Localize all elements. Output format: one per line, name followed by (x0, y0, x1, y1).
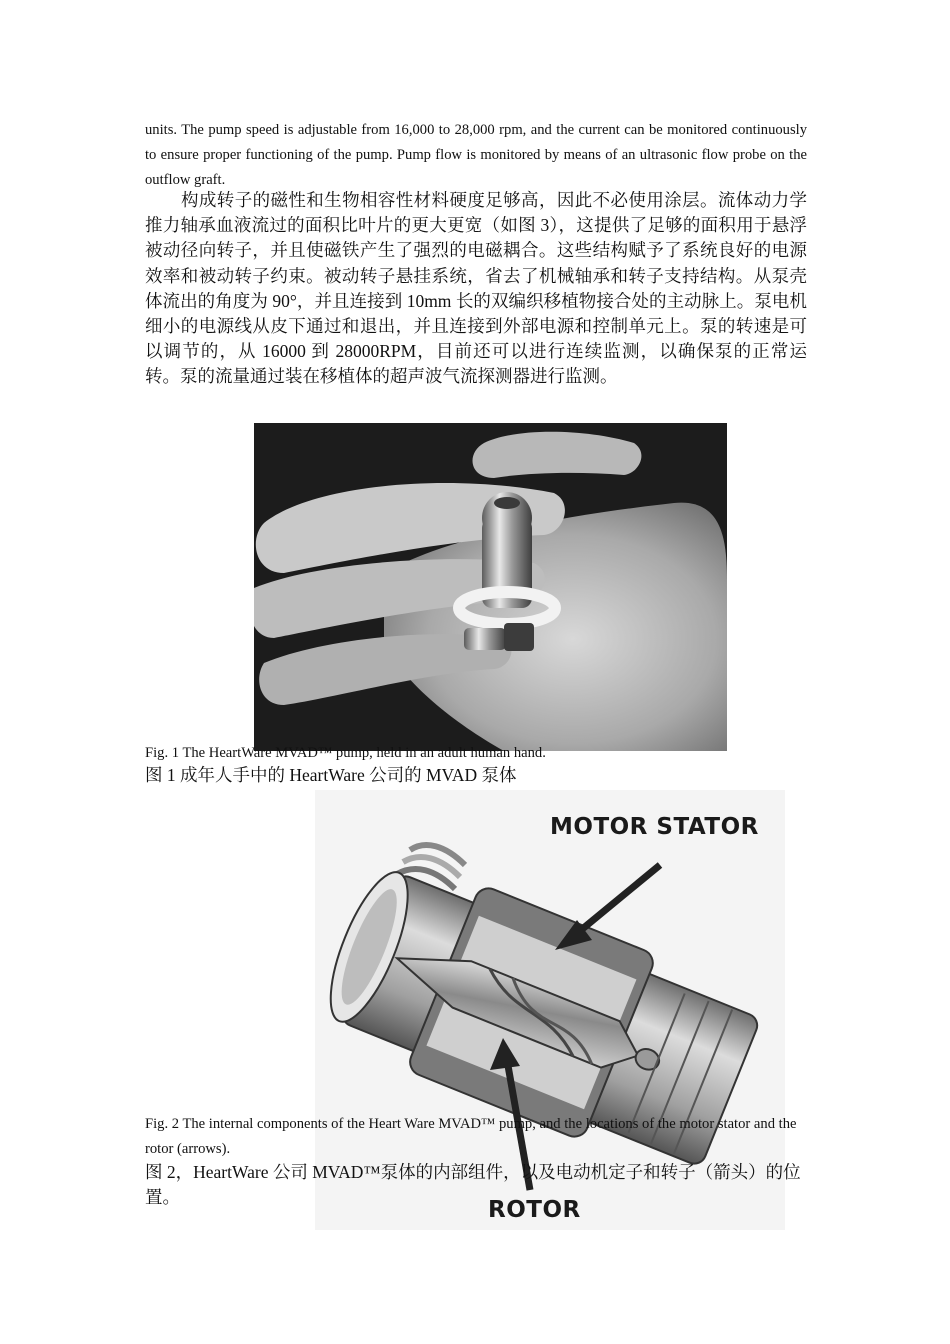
english-paragraph: units. The pump speed is adjustable from 16,000 to 28,000 rpm, and the current can be monitored continuously to ensure proper functioning of the pump. Pump flow is monitored by means of an ultrasonic flow probe on the outflow graft. (145, 122, 807, 188)
rotor-label: ROTOR (488, 1197, 581, 1223)
figure-1-photo (254, 423, 727, 751)
figure-2-caption-zh: 图 2，HeartWare 公司 MVAD™泵体的内部组件，以及电动机定子和转子（箭头）的位置。 (145, 1162, 801, 1207)
chinese-paragraph: 构成转子的磁性和生物相容性材料硬度足够高，因此不必使用涂层。流体动力学推力轴承血液流过的面积比叶片的更大更宽（如图 3），这提供了足够的面积用于悬浮被动径向转子，并且使磁铁产生了强烈的电磁耦合。这些结构赋予了系统良好的电源效率和被动转子约束。被动转子悬挂系统，省去了机械轴承和转子支持结构。从泵壳体流出的角度为 90°，并且连接到 10mm 长的双编织移植物接合处的主动脉上。泵电机细小的电源线从皮下通过和退出，并且连接到外部电源和控制单元上。泵的转速是可以调节的，从 16000 到 28000RPM，目前还可以进行连续监测，以确保泵的正常运转。泵的流量通过装在移植体的超声波气流探测器进行监测。 (145, 190, 807, 387)
figure-1-caption-zh: 图 1 成年人手中的 HeartWare 公司的 MVAD 泵体 (145, 765, 517, 785)
figure-2-caption-en: Fig. 2 The internal components of the Heart Ware MVAD™ pump, and the locations of the motor stator and the rotor (arrows). (145, 1116, 797, 1157)
figure-1-caption-en: Fig. 1 The HeartWare MVAD™ pump, held in an adult human hand. (145, 745, 546, 761)
motor-stator-label: MOTOR STATOR (550, 814, 759, 840)
hand-with-pump-illustration (254, 423, 727, 751)
